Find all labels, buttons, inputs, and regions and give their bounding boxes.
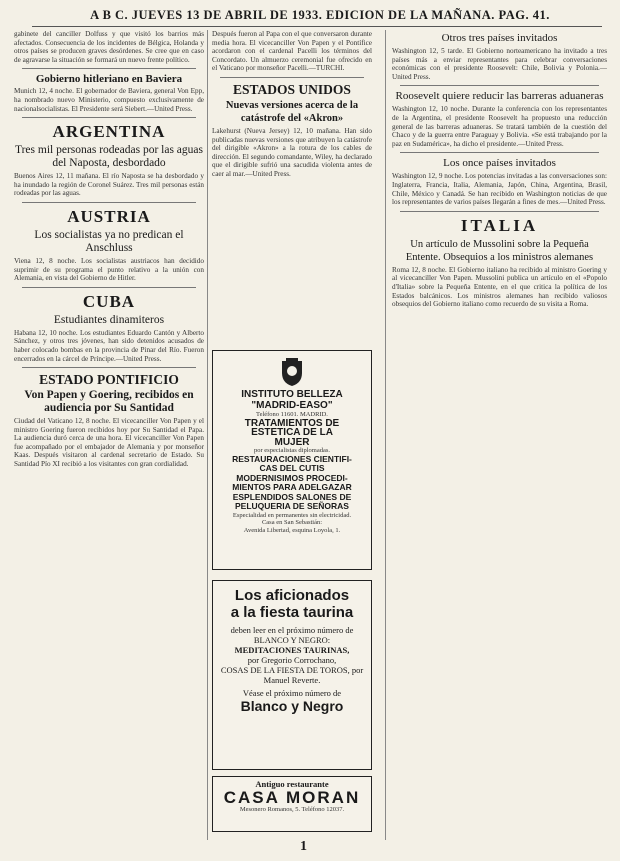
ad-line: Véase el próximo número de <box>242 688 342 698</box>
article-text: Washington 12, 9 noche. Los potencias invitadas a las conversaciones son: Inglaterra, Francia, Italia, Alemania, Japón, China, Argentina, Brasil, Chile, México y Canadá. Se han recibido en Washington noticias de que los representantes de varios países llegarán a fines de mes.—United Press. <box>392 172 607 207</box>
headline: Tres mil personas rodeadas por las aguas del Naposta, desbordado <box>14 144 203 170</box>
divider <box>400 85 599 86</box>
ad-line: MUJER <box>274 436 310 448</box>
headline: Los once países invitados <box>443 157 556 170</box>
ad-line: INSTITUTO BELLEZA <box>241 389 343 400</box>
section-title: ITALIA <box>460 215 539 235</box>
ad-line: ESTETICA DE LA <box>251 427 333 438</box>
divider <box>220 77 364 78</box>
ad-line: por Gregorio Corrochano, <box>247 655 337 665</box>
article-text: Viena 12, 8 noche. Los socialistas austriacos han decidido suprimir de su programa el punto relativo a la unión con Alemania, en vista del Gobierno de Hitler. <box>14 256 204 283</box>
ad-line: a la fiesta taurina <box>230 604 354 621</box>
ad-line: Blanco y Negro <box>240 698 344 714</box>
casa-moran-ad <box>212 776 372 832</box>
headline: Nuevas versiones acerca de la catástrofe del «Akron» <box>225 99 359 124</box>
column-3 <box>392 30 607 850</box>
crest-icon <box>279 357 305 387</box>
page-mark: 1 <box>300 839 307 854</box>
ad-line: Teléfono 11601. MADRID. <box>256 411 328 418</box>
ad-line: TRATAMIENTOS DE <box>244 417 340 429</box>
article-text: Ciudad del Vaticano 12, 8 noche. El vicecanciller Von Papen y el ministro Goering fueron recibidos hoy por Su Santidad el Papa. La audiencia duró cerca de una hora. El vicecanciller Von Papen fue acompañado por el embajador de Alemania y por monseñor Kaas. Después visitaron al cardenal secretario de Estado. Su Santidad Pío XI recibió a los visitantes con gran cordialidad. <box>14 417 204 469</box>
page-header: A B C. JUEVES 13 DE ABRIL DE 1933. EDICION DE LA MAÑANA. PAG. 41. <box>90 8 550 22</box>
headline: Estudiantes dinamiteros <box>53 313 165 326</box>
section-title: ESTADO PONTIFICIO <box>39 372 179 388</box>
ad-line: MIENTOS PARA ADELGAZAR <box>232 482 352 492</box>
article-text: Washington 12, 10 noche. Durante la conferencia con los representantes de la Argentina, el presidente Roosevelt ha propuesto una reducción general de las barreras aduaneras. Se tratará también de la cuestión del Chaco y de la guerra entre Paraguay y Bolivia. «Se está trabajando por la paz en Sudamérica», ha dicho el presidente.—United Press. <box>392 105 607 148</box>
ad-line: Casa en San Sebastián: <box>261 519 323 526</box>
column-divider <box>207 30 208 840</box>
ad-line: CAS DEL CUTIS <box>259 463 325 473</box>
column-1 <box>14 30 204 840</box>
ad-line: RESTAURACIONES CIENTIFI- <box>232 453 352 464</box>
ad-line: MEDITACIONES TAURINAS, <box>234 645 350 655</box>
section-title: ESTADOS UNIDOS <box>233 81 351 97</box>
ad-line: Mesonero Romanos, 5. Teléfono 12037. <box>239 806 345 813</box>
ad-line: "MADRID-EASO" <box>251 400 333 411</box>
ad-line: CASA MORAN <box>223 788 361 807</box>
section-title: AUSTRIA <box>67 206 151 226</box>
article-text: Roma 12, 8 noche. El Gobierno italiano ha recibido al ministro Goering y al vicecanciller Von Papen. Mussolini publica un artículo en el «Popolo d'Italia» sobre la Pequeña Entente, en el que critica la política de los Estados balcánicos. Los ministros alemanes han recibido valiosos obsequios del Gobierno italiano como recuerdo de su visita a Roma. <box>392 265 607 309</box>
divider <box>22 367 196 368</box>
article-text: Habana 12, 10 noche. Los estudiantes Eduardo Cantón y Alberto Sánchez, y otros tres jóvenes, han sido detenidos acusados de haber colocado bombas en la provincia de Pinar del Río. Fueron encerrados en la cárcel de Príncipe.—United Press. <box>14 328 204 363</box>
ad-line: deben leer en el próximo número de BLANCO Y NEGRO: <box>230 625 354 645</box>
divider <box>22 117 196 118</box>
divider <box>400 152 599 153</box>
headline: Roosevelt quiere reducir las barreras aduaneras <box>395 90 604 103</box>
article-text: Lakehurst (Nueva Jersey) 12, 10 mañana. Han sido publicadas nuevas versiones que atribuyen la catástrofe del dirigible «Akron» a la rotura de los cables de dirección. El segundo comandante, Wiley, ha declarado que el dirigible sufrió una sacudida violenta antes de caer al mar.—United Press. <box>212 126 372 178</box>
section-title: CUBA <box>82 291 136 311</box>
article-text: Buenos Aires 12, 11 mañana. El río Naposta se ha desbordado y ha inundado la región de Coronel Suárez. Tres mil personas están rodeadas por las aguas. <box>14 172 204 198</box>
ad-line: COSAS DE LA FIESTA DE TOROS, por Manuel Reverte. <box>220 665 364 685</box>
header-rule <box>32 26 602 27</box>
divider <box>22 287 196 288</box>
headline: Un artículo de Mussolini sobre la Pequeña Entente. Obsequios a los ministros alemanes <box>405 238 594 263</box>
ad-line: PELUQUERIA DE SEÑORAS <box>235 501 349 511</box>
headline: Los socialistas ya no predican el Anschluss <box>34 228 184 254</box>
ad-line: Antiguo restaurante <box>255 779 329 789</box>
column-divider <box>385 30 386 840</box>
headline: Gobierno hitleriano en Baviera <box>35 73 183 86</box>
article-text: gabinete del canciller Dolfuss y que visitó los barrios más afectados. Consecuencia de los incidentes de Bélgica, Holanda y otros países se producen graves desórdenes. Se cree que en caso de agravarse la situación se formará un nuevo frente político. <box>14 30 204 64</box>
headline: Von Papen y Goering, recibidos en audiencia por Su Santidad <box>24 389 194 415</box>
divider <box>22 202 196 203</box>
divider <box>400 211 599 212</box>
divider <box>22 68 196 69</box>
article-text: Después fueron al Papa con el que conversaron durante media hora. El vicecanciller Von Papen y el Pontífice acordaron con el cardenal Pacelli los términos del Concordato. Un almuerzo ceremonial fue ofrecido en el Vaticano por monseñor Pacelli.—TURCHI. <box>212 30 372 73</box>
ad-line: por especialistas diplomadas. <box>254 447 330 454</box>
column-2 <box>212 30 372 370</box>
ad-line: MODERNISIMOS PROCEDI- <box>236 472 348 483</box>
beauty-institute-ad <box>212 350 372 570</box>
ad-line: Los aficionados <box>234 587 350 604</box>
article-text: Washington 12, 5 tarde. El Gobierno norteamericano ha invitado a tres países más a enviar representantes para celebrar conversaciones económicas con el presidente Roosevelt: Chile, Bolivia y Polonia.—United Press. <box>392 47 607 81</box>
article-text: Munich 12, 4 noche. El gobernador de Baviera, general Von Epp, ha nombrado nuevo Ministerio, compuesto exclusivamente de nacionalsocialistas. El Presidente será Siebert.—United Press. <box>14 87 204 113</box>
blanco-y-negro-ad <box>212 580 372 770</box>
ad-line: ESPLENDIDOS SALONES DE <box>232 491 352 502</box>
ad-line: Especialidad en permanentes sin electricidad. <box>232 511 352 519</box>
headline: Otros tres países invitados <box>441 32 558 44</box>
section-title: ARGENTINA <box>52 122 166 142</box>
ad-line: Avenida Libertad, esquina Loyola, 1. <box>243 526 341 534</box>
